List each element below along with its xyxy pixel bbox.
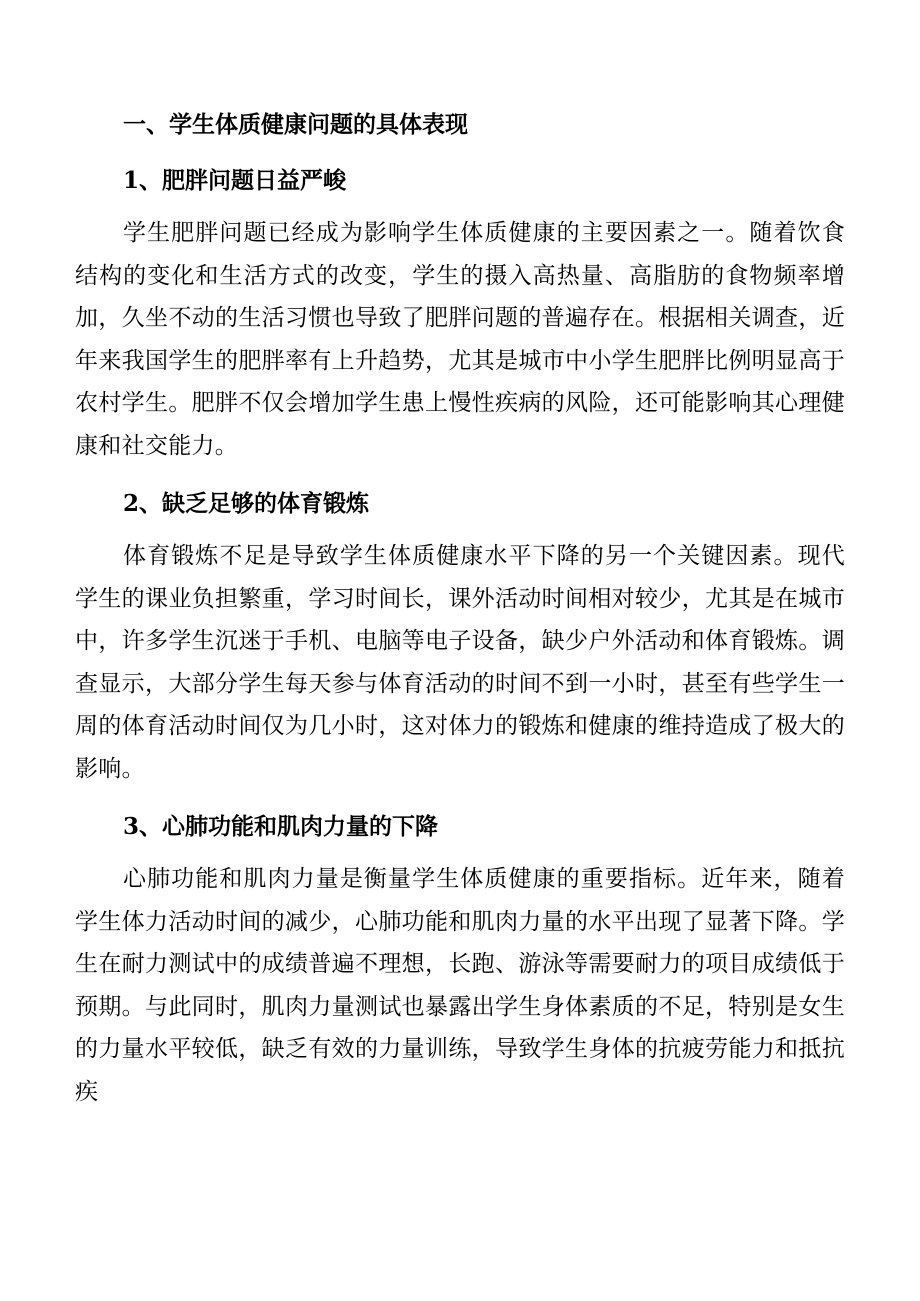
subsection-heading-1: 1、肥胖问题日益严峻 — [123, 167, 347, 194]
subsection-heading-3: 3、心肺功能和肌肉力量的下降 — [123, 813, 439, 840]
subsection-paragraph-2: 体育锻炼不足是导致学生体质健康水平下降的另一个关键因素。现代学生的课业负担繁重，学习时间长，课外活动时间相对较少，尤其是在城市中，许多学生沉迷于手机、电脑等电子设备，缺少户外活动和体育锻炼。调查显示，大部分学生每天参与体育活动的时间不到一小时，甚至有些学生一周的体育活动时间仅为几小时，这对体力的锻炼和健康的维持造成了极大的影响。 — [75, 543, 845, 782]
subsection-paragraph-3: 心肺功能和肌肉力量是衡量学生体质健康的重要指标。近年来，随着学生体力活动时间的减少，心肺功能和肌肉力量的水平出现了显著下降。学生在耐力测试中的成绩普遍不理想，长跑、游泳等需要耐力的项目成绩低于预期。与此同时，肌肉力量测试也暴露出学生身体素质的不足，特别是女生的力量水平较低，缺乏有效的力量训练，导致学生身体的抗疲劳能力和抵抗疾 — [75, 866, 845, 1105]
document-content — [75, 100, 845, 1123]
subsection-heading-2: 2、缺乏足够的体育锻炼 — [123, 490, 370, 517]
subsection-paragraph-1: 学生肥胖问题已经成为影响学生体质健康的主要因素之一。随着饮食结构的变化和生活方式的改变，学生的摄入高热量、高脂肪的食物频率增加，久坐不动的生活习惯也导致了肥胖问题的普遍存在。根据相关调查，近年来我国学生的肥胖率有上升趋势，尤其是城市中小学生肥胖比例明显高于农村学生。肥胖不仅会增加学生患上慢性疾病的风险，还可能影响其心理健康和社交能力。 — [75, 220, 845, 459]
section-title: 一、学生体质健康问题的具体表现 — [123, 112, 468, 138]
